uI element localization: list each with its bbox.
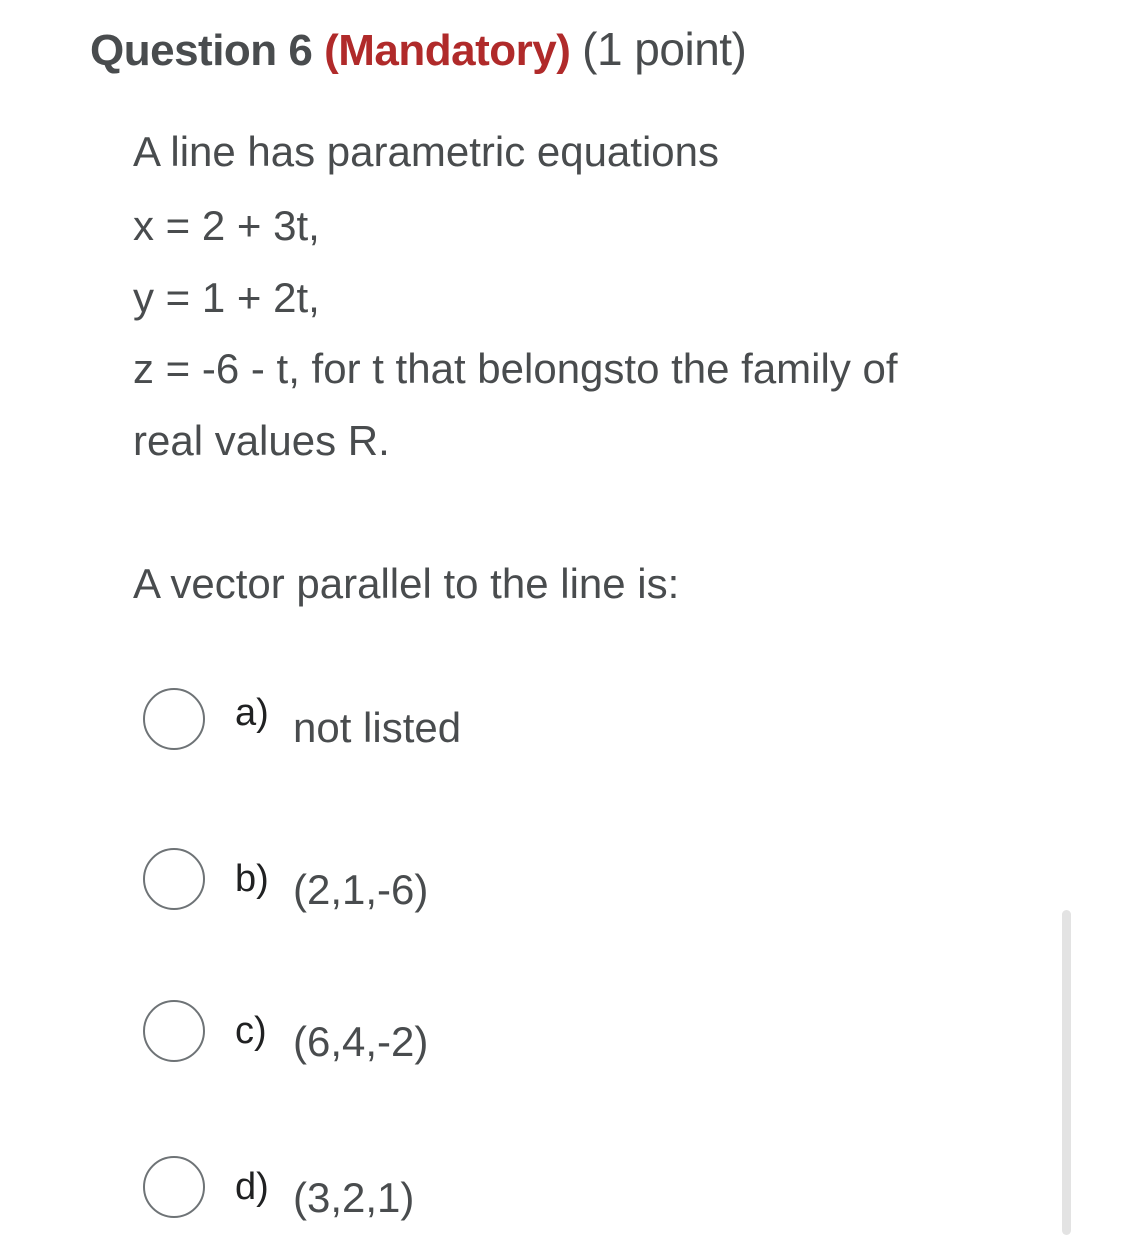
radio-button-c[interactable] [143,1000,205,1062]
radio-button-a[interactable] [143,688,205,750]
option-text-a: not listed [293,704,462,751]
option-letter-b: b) [235,858,269,900]
question-title: Question 6 [90,26,313,75]
option-text-b: (2,1,-6) [293,866,429,913]
option-text-c: (6,4,-2) [293,1018,429,1065]
question-prompt: A vector parallel to the line is: [133,560,680,607]
question-header [90,22,746,76]
option-text-d: (3,2,1) [293,1174,415,1221]
answer-option-c[interactable] [143,1000,743,1080]
mandatory-label: (Mandatory) [324,26,571,75]
radio-button-b[interactable] [143,848,205,910]
option-letter-c: c) [235,1010,267,1052]
question-stem-line-2: x = 2 + 3t, [133,202,320,249]
option-letter-d: d) [235,1166,269,1208]
option-letter-a: a) [235,692,269,734]
answer-option-d[interactable] [143,1156,743,1236]
question-stem-line-5: real values R. [133,417,390,464]
question-stem-line-3: y = 1 + 2t, [133,274,320,321]
vertical-scrollbar[interactable] [1062,910,1071,1235]
answer-option-b[interactable] [143,848,743,928]
answer-option-a[interactable] [143,688,743,768]
question-stem-line-1: A line has parametric equations [133,128,720,175]
points-label: (1 point) [582,23,747,75]
question-stem-line-4: z = -6 - t, for t that belongsto the family of [133,345,898,392]
radio-button-d[interactable] [143,1156,205,1218]
